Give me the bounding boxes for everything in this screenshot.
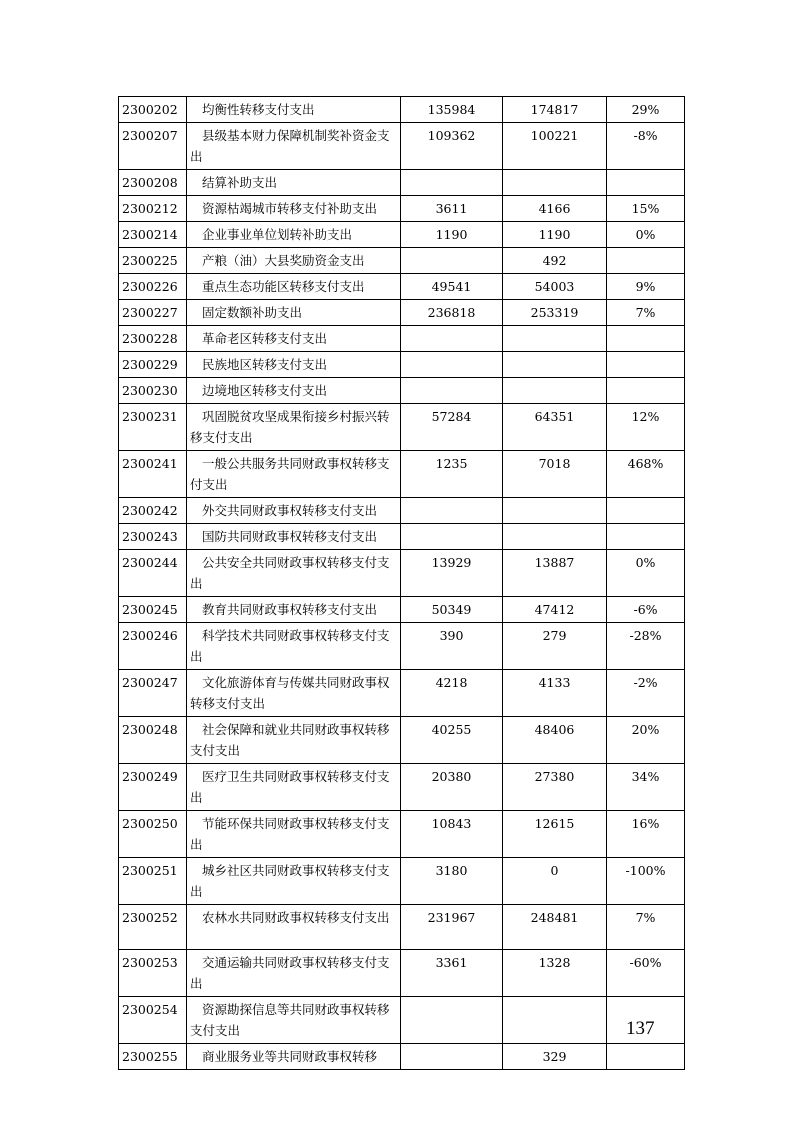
row-change-pct-cell: 16% <box>607 811 685 858</box>
row-curr-value-cell: 27380 <box>503 764 607 811</box>
row-name-cell: 资源勘探信息等共同财政事权转移支付支出 <box>187 997 401 1044</box>
row-name-cell: 产粮（油）大县奖励资金支出 <box>187 248 401 274</box>
row-name-cell: 外交共同财政事权转移支付支出 <box>187 498 401 524</box>
row-name-cell: 一般公共服务共同财政事权转移支付支出 <box>187 451 401 498</box>
row-change-pct-cell: -28% <box>607 623 685 670</box>
row-name-cell: 科学技术共同财政事权转移支付支出 <box>187 623 401 670</box>
row-code-cell: 2300212 <box>119 196 187 222</box>
row-curr-value-cell: 174817 <box>503 97 607 123</box>
table-row <box>119 222 685 248</box>
row-prev-value-cell: 10843 <box>401 811 503 858</box>
row-curr-value-cell: 4166 <box>503 196 607 222</box>
row-prev-value-cell: 1235 <box>401 451 503 498</box>
row-prev-value-cell <box>401 170 503 196</box>
row-curr-value-cell: 47412 <box>503 597 607 623</box>
row-change-pct-cell <box>607 326 685 352</box>
row-change-pct-cell: 15% <box>607 196 685 222</box>
row-change-pct-cell <box>607 1044 685 1070</box>
row-code-cell: 2300228 <box>119 326 187 352</box>
row-curr-value-cell <box>503 352 607 378</box>
row-code-cell: 2300247 <box>119 670 187 717</box>
row-prev-value-cell <box>401 248 503 274</box>
table-row <box>119 498 685 524</box>
table-row <box>119 597 685 623</box>
row-name-cell: 节能环保共同财政事权转移支付支出 <box>187 811 401 858</box>
row-code-cell: 2300248 <box>119 717 187 764</box>
row-change-pct-cell: 0% <box>607 550 685 597</box>
row-change-pct-cell: 0% <box>607 222 685 248</box>
row-name-cell: 资源枯竭城市转移支付补助支出 <box>187 196 401 222</box>
table-row <box>119 905 685 950</box>
table-row <box>119 378 685 404</box>
row-name-cell: 企业事业单位划转补助支出 <box>187 222 401 248</box>
row-change-pct-cell: 20% <box>607 717 685 764</box>
table-row <box>119 623 685 670</box>
table-row <box>119 274 685 300</box>
row-curr-value-cell: 4133 <box>503 670 607 717</box>
row-prev-value-cell: 4218 <box>401 670 503 717</box>
table-row <box>119 352 685 378</box>
row-code-cell: 2300231 <box>119 404 187 451</box>
row-prev-value-cell: 135984 <box>401 97 503 123</box>
row-prev-value-cell: 13929 <box>401 550 503 597</box>
row-prev-value-cell <box>401 498 503 524</box>
row-curr-value-cell: 100221 <box>503 123 607 170</box>
row-change-pct-cell: -60% <box>607 950 685 997</box>
row-change-pct-cell <box>607 170 685 196</box>
row-curr-value-cell: 329 <box>503 1044 607 1070</box>
row-change-pct-cell: 7% <box>607 905 685 950</box>
row-name-cell: 民族地区转移支付支出 <box>187 352 401 378</box>
row-code-cell: 2300245 <box>119 597 187 623</box>
row-name-cell: 文化旅游体育与传媒共同财政事权转移支付支出 <box>187 670 401 717</box>
row-curr-value-cell <box>503 498 607 524</box>
table-row <box>119 248 685 274</box>
row-name-cell: 教育共同财政事权转移支付支出 <box>187 597 401 623</box>
row-code-cell: 2300243 <box>119 524 187 550</box>
row-curr-value-cell: 1190 <box>503 222 607 248</box>
row-name-cell: 商业服务业等共同财政事权转移 <box>187 1044 401 1070</box>
row-prev-value-cell: 3611 <box>401 196 503 222</box>
row-change-pct-cell: -6% <box>607 597 685 623</box>
table-row <box>119 811 685 858</box>
row-prev-value-cell <box>401 378 503 404</box>
row-curr-value-cell <box>503 326 607 352</box>
row-code-cell: 2300202 <box>119 97 187 123</box>
page-number: 137 <box>626 1018 655 1039</box>
row-code-cell: 2300226 <box>119 274 187 300</box>
row-curr-value-cell: 1328 <box>503 950 607 997</box>
row-prev-value-cell: 40255 <box>401 717 503 764</box>
row-prev-value-cell <box>401 352 503 378</box>
row-prev-value-cell: 3361 <box>401 950 503 997</box>
row-prev-value-cell: 20380 <box>401 764 503 811</box>
row-curr-value-cell: 48406 <box>503 717 607 764</box>
row-name-cell: 农林水共同财政事权转移支付支出 <box>187 905 401 950</box>
row-name-cell: 巩固脱贫攻坚成果衔接乡村振兴转移支付支出 <box>187 404 401 451</box>
table-row <box>119 550 685 597</box>
row-code-cell: 2300225 <box>119 248 187 274</box>
row-name-cell: 公共安全共同财政事权转移支付支出 <box>187 550 401 597</box>
row-code-cell: 2300252 <box>119 905 187 950</box>
row-change-pct-cell: 34% <box>607 764 685 811</box>
table-row <box>119 123 685 170</box>
row-curr-value-cell <box>503 524 607 550</box>
row-prev-value-cell: 49541 <box>401 274 503 300</box>
row-code-cell: 2300251 <box>119 858 187 905</box>
row-code-cell: 2300207 <box>119 123 187 170</box>
row-code-cell: 2300208 <box>119 170 187 196</box>
row-name-cell: 边境地区转移支付支出 <box>187 378 401 404</box>
table-row <box>119 858 685 905</box>
row-name-cell: 固定数额补助支出 <box>187 300 401 326</box>
row-change-pct-cell <box>607 248 685 274</box>
row-prev-value-cell: 1190 <box>401 222 503 248</box>
table-row <box>119 670 685 717</box>
row-name-cell: 结算补助支出 <box>187 170 401 196</box>
row-name-cell: 均衡性转移支付支出 <box>187 97 401 123</box>
row-name-cell: 交通运输共同财政事权转移支付支出 <box>187 950 401 997</box>
row-code-cell: 2300254 <box>119 997 187 1044</box>
row-code-cell: 2300253 <box>119 950 187 997</box>
table-row <box>119 1044 685 1070</box>
row-change-pct-cell: 468% <box>607 451 685 498</box>
row-prev-value-cell: 236818 <box>401 300 503 326</box>
table-row <box>119 950 685 997</box>
row-name-cell: 革命老区转移支付支出 <box>187 326 401 352</box>
row-change-pct-cell: 29% <box>607 97 685 123</box>
row-curr-value-cell: 253319 <box>503 300 607 326</box>
row-code-cell: 2300244 <box>119 550 187 597</box>
table-row <box>119 404 685 451</box>
row-name-cell: 城乡社区共同财政事权转移支付支出 <box>187 858 401 905</box>
budget-table <box>118 96 685 1070</box>
row-name-cell: 医疗卫生共同财政事权转移支付支出 <box>187 764 401 811</box>
row-curr-value-cell: 279 <box>503 623 607 670</box>
table-row <box>119 300 685 326</box>
row-code-cell: 2300255 <box>119 1044 187 1070</box>
table-row <box>119 997 685 1044</box>
row-curr-value-cell: 54003 <box>503 274 607 300</box>
row-curr-value-cell: 248481 <box>503 905 607 950</box>
row-code-cell: 2300230 <box>119 378 187 404</box>
row-curr-value-cell <box>503 378 607 404</box>
table-row <box>119 764 685 811</box>
row-curr-value-cell: 7018 <box>503 451 607 498</box>
row-prev-value-cell <box>401 997 503 1044</box>
row-name-cell: 重点生态功能区转移支付支出 <box>187 274 401 300</box>
table-row <box>119 326 685 352</box>
row-change-pct-cell <box>607 498 685 524</box>
row-change-pct-cell: -8% <box>607 123 685 170</box>
row-prev-value-cell: 3180 <box>401 858 503 905</box>
row-change-pct-cell <box>607 524 685 550</box>
row-curr-value-cell: 492 <box>503 248 607 274</box>
row-prev-value-cell: 390 <box>401 623 503 670</box>
row-prev-value-cell: 57284 <box>401 404 503 451</box>
row-curr-value-cell: 0 <box>503 858 607 905</box>
row-name-cell: 社会保障和就业共同财政事权转移支付支出 <box>187 717 401 764</box>
table-row <box>119 717 685 764</box>
row-curr-value-cell <box>503 170 607 196</box>
table-row <box>119 196 685 222</box>
row-prev-value-cell <box>401 1044 503 1070</box>
row-prev-value-cell <box>401 524 503 550</box>
row-change-pct-cell <box>607 352 685 378</box>
row-change-pct-cell <box>607 378 685 404</box>
table-row <box>119 524 685 550</box>
row-prev-value-cell <box>401 326 503 352</box>
row-curr-value-cell: 13887 <box>503 550 607 597</box>
row-prev-value-cell: 50349 <box>401 597 503 623</box>
row-name-cell: 国防共同财政事权转移支付支出 <box>187 524 401 550</box>
row-code-cell: 2300229 <box>119 352 187 378</box>
table-row <box>119 170 685 196</box>
row-curr-value-cell: 64351 <box>503 404 607 451</box>
row-change-pct-cell: 12% <box>607 404 685 451</box>
row-change-pct-cell: 7% <box>607 300 685 326</box>
row-code-cell: 2300249 <box>119 764 187 811</box>
row-code-cell: 2300227 <box>119 300 187 326</box>
row-code-cell: 2300241 <box>119 451 187 498</box>
row-name-cell: 县级基本财力保障机制奖补资金支出 <box>187 123 401 170</box>
row-code-cell: 2300214 <box>119 222 187 248</box>
row-code-cell: 2300242 <box>119 498 187 524</box>
row-prev-value-cell: 109362 <box>401 123 503 170</box>
table-body <box>119 97 685 1070</box>
row-prev-value-cell: 231967 <box>401 905 503 950</box>
table-row <box>119 451 685 498</box>
table-row <box>119 97 685 123</box>
row-change-pct-cell: -100% <box>607 858 685 905</box>
row-change-pct-cell: 9% <box>607 274 685 300</box>
row-curr-value-cell <box>503 997 607 1044</box>
row-code-cell: 2300250 <box>119 811 187 858</box>
row-curr-value-cell: 12615 <box>503 811 607 858</box>
row-code-cell: 2300246 <box>119 623 187 670</box>
row-change-pct-cell: -2% <box>607 670 685 717</box>
